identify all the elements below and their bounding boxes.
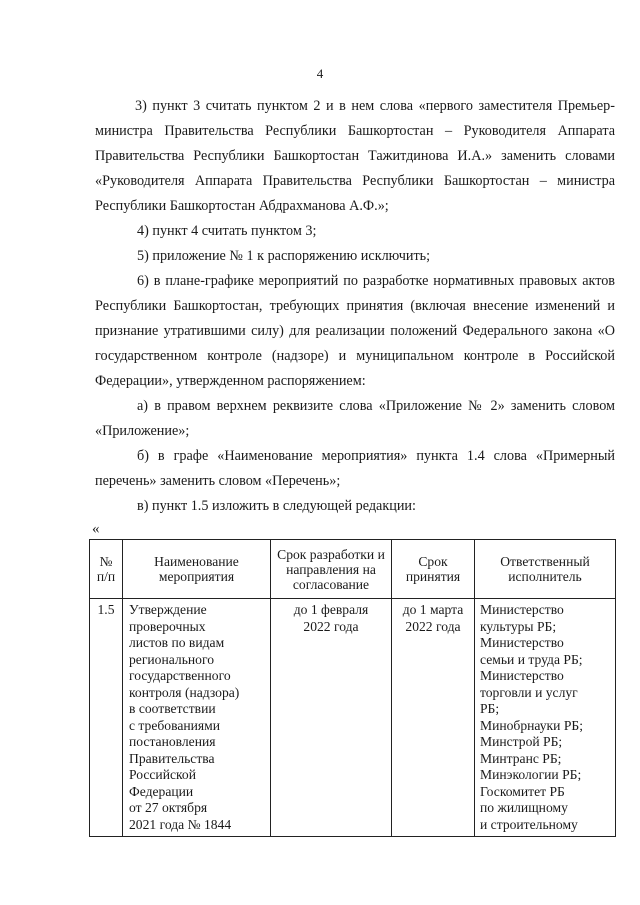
cell-num: 1.5 bbox=[90, 599, 123, 837]
cell-responsible-line: Министерство bbox=[480, 668, 564, 683]
cell-responsible-line: Министерство bbox=[480, 635, 564, 650]
cell-name bbox=[123, 599, 271, 837]
cell-name-line: государственного bbox=[129, 668, 231, 683]
cell-name-line: регионального bbox=[129, 651, 214, 667]
header-adopt-term: Срок принятия bbox=[392, 540, 475, 599]
cell-name-line: Российской bbox=[129, 767, 196, 782]
paragraph-item-3: 3) пункт 3 считать пунктом 2 и в нем слова «первого заместителя Премьер-министра Правительства Республики Башкортостан – Руководителя Аппарата Правительства Республики Башкортостан Тажитдинова И.А.» заменить словами «Руководителя Аппарата Правительства Республики Башкортостан – министра Республики Башкортостан Абдрахманова А.Ф.»; bbox=[95, 98, 615, 214]
paragraph-item-4: 4) пункт 4 считать пунктом 3; bbox=[137, 223, 317, 239]
table-row bbox=[90, 599, 616, 837]
header-dev-term: Срок разработки и направления на согласование bbox=[271, 540, 392, 599]
cell-dev-term bbox=[271, 599, 392, 837]
cell-responsible-line: торговли и услуг bbox=[480, 684, 578, 700]
cell-name-line: Утверждение bbox=[129, 602, 207, 617]
paragraph-item-6: 6) в плане-графике мероприятий по разработке нормативных правовых актов Республики Башкортостан, требующих принятия (включая внесение изменений и признание утратившими силу) для реализации положений Федерального закона «О государственном контроле (надзоре) и муниципальном контроле в Российской Федерации», утвержденном распоряжением: bbox=[95, 273, 615, 389]
header-name: Наименование мероприятия bbox=[123, 540, 271, 599]
cell-responsible-line: РБ; bbox=[480, 701, 500, 716]
cell-adopt-term-line: до 1 марта bbox=[402, 602, 464, 617]
cell-name-line: постановления bbox=[129, 734, 216, 749]
paragraph-item-5: 5) приложение № 1 к распоряжению исключить; bbox=[137, 248, 431, 264]
table-header-row bbox=[90, 540, 616, 599]
cell-responsible-line: Минобрнауки РБ; bbox=[480, 717, 583, 733]
cell-name-line: Правительства bbox=[129, 750, 215, 766]
cell-name-line: Федерации bbox=[129, 783, 194, 799]
cell-dev-term-line: до 1 февраля bbox=[293, 602, 369, 617]
cell-adopt-term bbox=[392, 599, 475, 837]
cell-dev-term-line: 2022 года bbox=[303, 618, 359, 634]
paragraph-subitem-a: а) в правом верхнем реквизите слова «Приложение № 2» заменить словом «Приложение»; bbox=[95, 398, 615, 439]
cell-responsible-line: Минстрой РБ; bbox=[480, 734, 563, 749]
cell-responsible-line: культуры РБ; bbox=[480, 618, 557, 634]
cell-name-line: контроля (надзора) bbox=[129, 684, 240, 700]
document-body bbox=[95, 94, 615, 519]
paragraph-subitem-b: б) в графе «Наименование мероприятия» пункта 1.4 слова «Примерный перечень» заменить словом «Перечень»; bbox=[95, 448, 615, 489]
cell-name-line: листов по видам bbox=[129, 635, 225, 650]
paragraph-subitem-v: в) пункт 1.5 изложить в следующей редакции: bbox=[137, 498, 416, 514]
cell-name-line: от 27 октября bbox=[129, 800, 208, 815]
cell-responsible-line: и строительному bbox=[480, 816, 578, 832]
cell-responsible-line: семьи и труда РБ; bbox=[480, 651, 583, 667]
cell-responsible-line: Госкомитет РБ bbox=[480, 783, 565, 799]
cell-name-line: 2021 года № 1844 bbox=[129, 816, 232, 832]
header-responsible: Ответственный исполнитель bbox=[475, 540, 616, 599]
cell-name-line: с требованиями bbox=[129, 717, 221, 733]
cell-responsible bbox=[475, 599, 616, 837]
header-num: № п/п bbox=[90, 540, 123, 599]
cell-name-line: в соответствии bbox=[129, 701, 216, 716]
cell-responsible-line: по жилищному bbox=[480, 800, 568, 815]
page-number: 4 bbox=[316, 66, 324, 81]
cell-responsible-line: Министерство bbox=[480, 602, 564, 617]
action-plan-table bbox=[89, 539, 616, 837]
cell-adopt-term-line: 2022 года bbox=[405, 618, 461, 634]
cell-name-line: проверочных bbox=[129, 618, 206, 634]
opening-quote-mark: « bbox=[92, 521, 100, 537]
cell-responsible-line: Минтранс РБ; bbox=[480, 750, 562, 766]
cell-responsible-line: Минэкологии РБ; bbox=[480, 767, 582, 782]
